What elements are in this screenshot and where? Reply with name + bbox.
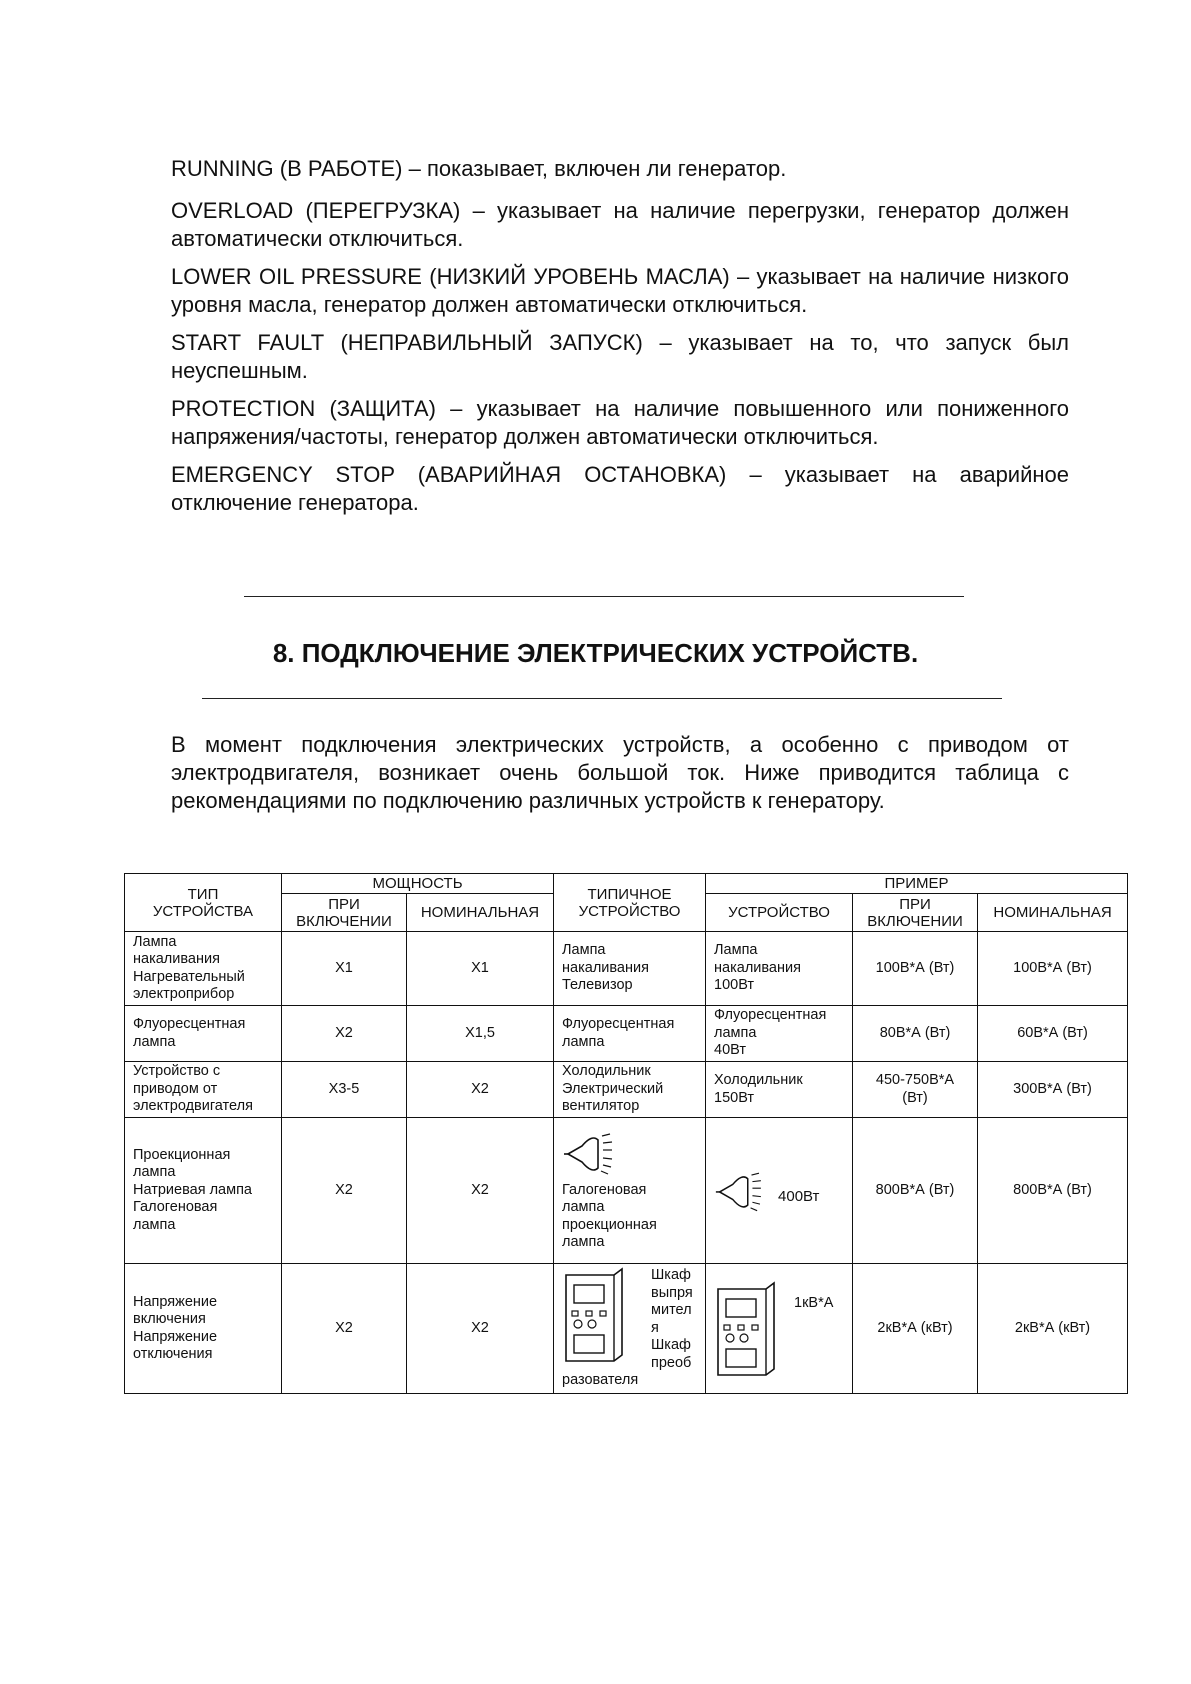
indicator-overload: OVERLOAD (ПЕРЕГРУЗКА) – указывает на наличие перегрузки, генератор должен автоматически отключиться. [171,198,1069,251]
cell-example-nominal: 2кВ*А (кВт) [978,1264,1128,1394]
cell-start: X2 [282,1118,407,1264]
cell-type: Проекционная лампа Натриевая лампа Галогеновая лампа [125,1118,282,1264]
cell-typical: Лампа накаливания Телевизор [554,932,706,1006]
table-row [125,1118,1128,1264]
header-type: ТИП УСТРОЙСТВА [125,874,282,932]
cabinet-icon [562,1267,626,1363]
cell-start: X2 [282,1264,407,1394]
cell-type: Устройство с приводом от электродвигателя [125,1062,282,1118]
divider-bottom [202,698,1002,699]
section-intro-block [171,731,1069,827]
cell-start: X1 [282,932,407,1006]
indicator-start-fault: START FAULT (НЕПРАВИЛЬНЫЙ ЗАПУСК) – указывает на то, что запуск был неуспешным. [171,330,1069,383]
cell-example-start: 2кВ*А (кВт) [853,1264,978,1394]
cell-device: Флуоресцентная лампа 40Вт [706,1006,853,1062]
cell-example-start: 450-750В*А (Вт) [853,1062,978,1118]
indicator-emergency-stop: EMERGENCY STOP (АВАРИЙНАЯ ОСТАНОВКА) – указывает на аварийное отключение генератора. [171,462,1069,515]
cell-type: Напряжение включения Напряжение отключения [125,1264,282,1394]
cell-nominal: X1,5 [407,1006,554,1062]
cell-example-start: 800В*А (Вт) [853,1118,978,1264]
cell-example-nominal: 800В*А (Вт) [978,1118,1128,1264]
cell-device: Холодильник 150Вт [706,1062,853,1118]
cell-example-nominal: 300В*А (Вт) [978,1062,1128,1118]
cell-device: 1кВ*А [706,1264,853,1394]
section-title: 8. ПОДКЛЮЧЕНИЕ ЭЛЕКТРИЧЕСКИХ УСТРОЙСТВ. [272,638,919,668]
table-row [125,1264,1128,1394]
cabinet-icon [714,1281,778,1377]
divider-top [244,596,964,597]
cell-nominal: X2 [407,1118,554,1264]
cell-typical: Шкаф выпря мител я Шкаф преоб разователя [554,1264,706,1394]
header-power: МОЩНОСТЬ [282,874,554,894]
cell-typical: Галогеновая лампа проекционная лампа [554,1118,706,1264]
cell-typical: Холодильник Электрический вентилятор [554,1062,706,1118]
header-example-nominal: НОМИНАЛЬНАЯ [978,894,1128,932]
cell-example-nominal: 60В*А (Вт) [978,1006,1128,1062]
cell-type: Флуоресцентная лампа [125,1006,282,1062]
cell-device: 400Вт [706,1118,853,1264]
indicator-protection: PROTECTION (ЗАЩИТА) – указывает на наличие повышенного или пониженного напряжения/частоты, генератор должен автоматически отключиться. [171,396,1069,449]
table-row [125,1006,1128,1062]
indicator-running: RUNNING (В РАБОТЕ) – показывает, включен ли генератор. [171,156,787,181]
connection-table [124,873,1128,1394]
cell-example-start: 80В*А (Вт) [853,1006,978,1062]
cell-nominal: X1 [407,932,554,1006]
halogen-lamp-icon [714,1168,774,1214]
halogen-lamp-icon [562,1130,626,1176]
section-intro: В момент подключения электрических устройств, а особенно с приводом от электродвигателя, возникает очень большой ток. Ниже приводится таблица с рекомендациями по подключению различных устройств к генератору. [171,732,1069,813]
cell-nominal: X2 [407,1062,554,1118]
cell-nominal: X2 [407,1264,554,1394]
header-example: ПРИМЕР [706,874,1128,894]
table-row [125,932,1128,1006]
cell-example-nominal: 100В*А (Вт) [978,932,1128,1006]
header-typical: ТИПИЧНОЕ УСТРОЙСТВО [554,874,706,932]
cell-example-start: 100В*А (Вт) [853,932,978,1006]
header-example-device: УСТРОЙСТВО [706,894,853,932]
cell-typical: Флуоресцентная лампа [554,1006,706,1062]
table-row [125,1062,1128,1118]
cell-start: X3-5 [282,1062,407,1118]
header-power-start: ПРИ ВКЛЮЧЕНИИ [282,894,407,932]
indicator-low-oil: LOWER OIL PRESSURE (НИЗКИЙ УРОВЕНЬ МАСЛА) – указывает на наличие низкого уровня масла, генератор должен автоматически отключиться. [171,264,1069,317]
header-power-nominal: НОМИНАЛЬНАЯ [407,894,554,932]
header-example-start: ПРИ ВКЛЮЧЕНИИ [853,894,978,932]
cell-device: Лампа накаливания 100Вт [706,932,853,1006]
indicator-descriptions [171,155,1069,529]
cell-type: Лампа накаливания Нагревательный электроприбор [125,932,282,1006]
cell-start: X2 [282,1006,407,1062]
